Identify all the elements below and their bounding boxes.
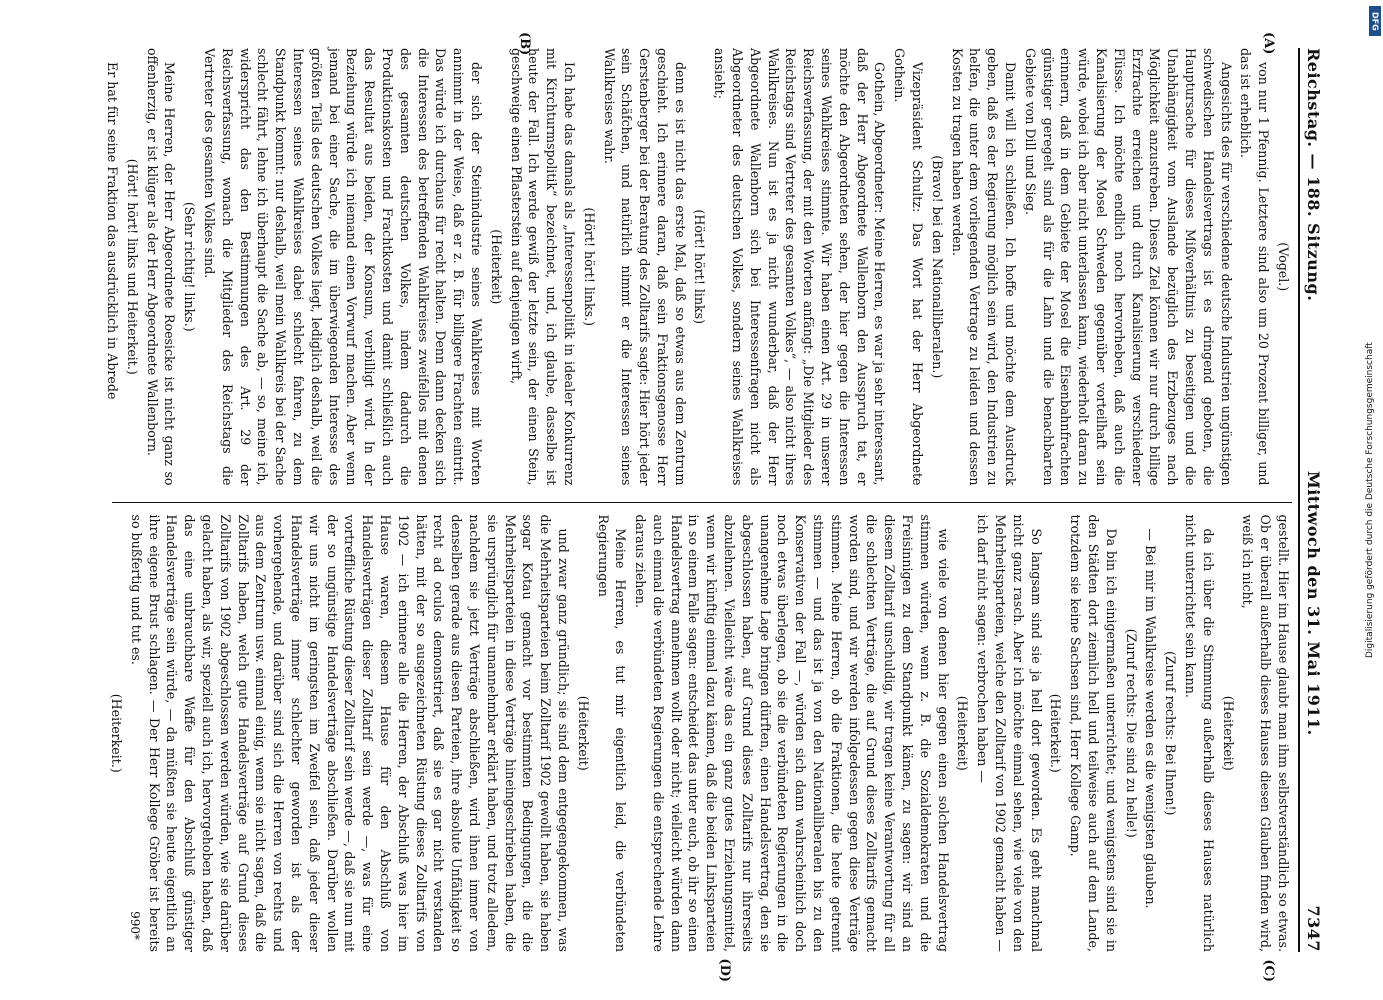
paragraph: — Bei mir im Wahlkreise werden es die wenigsten glauben. bbox=[1142, 528, 1158, 909]
paragraph: (Heiterkeit) bbox=[575, 695, 591, 771]
header-date: Mittwoch den 31. Mai 1911. bbox=[1303, 470, 1323, 736]
paragraph: gestellt. Hier im Hause glaubt man ihm selbstverständlich so etwas. Ob er überall außerhalb dieses Hauses diesen Glauben finden wird, weiß ich nicht, bbox=[1239, 514, 1291, 952]
paragraph: (Hört! hört! links und Heiterkeit.) bbox=[124, 158, 140, 375]
paragraph: Vizepräsident Schultz: Das Wort hat der Herr Abgeordnete Gothein. bbox=[891, 48, 925, 486]
right-column bbox=[108, 502, 1292, 982]
paragraph: So langsam sind sie ja hell dort geworden. Es geht manchmal nicht ganz rasch. Aber ich möchte einmal sehen, wie viele von den Mehrheitsparteien, welche den Zolltarif von 1902 gemacht haben — ich darf nicht sagen: verbrochen haben — bbox=[974, 514, 1044, 952]
paragraph: (Hört! hört! links) bbox=[692, 209, 707, 325]
page-header bbox=[1298, 48, 1323, 952]
paragraph: Gothein, Abgeordneter: Meine Herren, es war ja sehr interessant, daß der Herr Abgeordnete Wallenborn den Ausspruch tat, er möchte den Abgeordneten sehen, der hier gegen die Interessen seines Wahlkreises stimmte. Wir haben einen Art. 29 in unserer Reichsverfassung, der mit den Worten anfängt: „Die Mitglieder des Reichstags sind Vertreter des gesamten Volkes“, — also nicht ihres Wahlkreises. Nun ist es ja nicht wunderbar, daß der Herr Abgeordnete Wallenborn sich bei Interessenfragen nicht als Abgeordneter des deutschen Volkes, sondern seines Wahlkreises ansieht; bbox=[711, 48, 887, 486]
marker-b: (B) bbox=[516, 32, 532, 56]
paragraph: (Zuruf rechts: Die sind zu helle!) bbox=[1123, 628, 1139, 838]
header-left: Reichstag. — 188. Sitzung. bbox=[1303, 48, 1323, 302]
paragraph: und zwar ganz gründlich; sie sind dem entgegengekommen, was die Mehrheitsparteien beim Zolltarif 1902 gewollt haben, sie haben sogar Kotau gemacht vor bestimmten Bedingungen, die die Mehrheitsparteien in diese Verträge hineingeschrieben haben, die sie ursprünglich für unannehmbar erklärt haben, und trotz alledem, nachdem sie jetzt Verträge abschließen, wird ihnen immer von denselben gerade aus diesen Parteien, ihre absolute Unfähigkeit so recht ad oculos demonstriert, daß sie es gar nicht verstanden hätten, mit der so ausgezeichneten Rüstung dieses Zolltarifs von 1902 — ich erinnere alle die Herren, der Abschluß was hier im Hause waren, diesem Hause für den Abschluß von Handelsverträgen dieser Zolltarif sein werde —, was für eine vortreffliche Rüstung dieser Zolltarif sein werde —, daß sie nun mit der so ungünstige Handelsverträge abschließen. Darüber wollen wir uns nicht im geringsten im Zweifel sein, daß jeder dieser Handelsverträge immer schlechter geworden ist als der vorhergehende, und darüber sind sich die Herren von rechts und aus dem Zentrum usw. einmal einig, wenn sie nicht sagen, daß die Zolltarifs haben, welch gute Handelsverträge auf Grund dieses Zolltarifs von 1902 abgeschlossen werden würden, wie sie darüber gelacht haben, als wir, speziell auch ich, hervorgehoben haben, daß das eine unbrauchbare Waffe für den Abschluß günstiger Handelsverträge sein würde, — da müßten sie heute eigentlich an ihre eigene Brust schlagen. — Der Herr Kollege Gröber ist bereits so bußfertig und tut es. bbox=[128, 514, 571, 952]
paragraph: (Sehr richtig! links.) bbox=[181, 201, 197, 332]
paragraph: von nur 1 Pfennig. Letztere sind also um 20 Prozent billiger, und das ist erheblich. bbox=[1237, 48, 1271, 486]
footer-number: 990* bbox=[127, 911, 142, 940]
dfg-logo: DFG bbox=[1369, 6, 1381, 36]
marker-d: (D) bbox=[716, 958, 732, 982]
paragraph: Er hat für seine Fraktion das ausdrücklich in Abrede bbox=[104, 62, 120, 400]
paragraph: (Heiterkeit.) bbox=[1047, 693, 1063, 773]
paragraph: (Vogel.) bbox=[1275, 242, 1291, 292]
page-number: 7347 bbox=[1303, 905, 1323, 952]
paragraph: Damit will ich schließen. Ich hoffe und möchte dem Ausdruck geben, daß es der Regierung möglich sein wird, den Industrien zu helfen, die unter dem vorliegenden Vertrage zu leiden und dessen Kosten zu tragen haben werden. bbox=[949, 48, 1018, 486]
paragraph: Da bin ich einigermaßen unterrichtet; und wenigstens sind sie in den Städten dort ziemlich hell und teilweise auch auf dem Lande, trotzdem sie keine Sachsen sind, Herr Kollege Gamp. bbox=[1067, 514, 1119, 952]
paragraph: da ich über die Stimmung außerhalb dieses Hauses natürlich nicht unterrichtet sein kann. bbox=[1182, 514, 1216, 952]
paragraph: (Heiterkeit) bbox=[954, 695, 970, 771]
document-page bbox=[47, 30, 1337, 982]
paragraph: (Zuruf rechts: Bei Ihnen!) bbox=[1162, 651, 1178, 816]
paragraph: Angesichts des für verschiedene deutsche Industrien ungünstigen schwedischen Handelsvertrags ist es dringend geboten, die Hauptursache für dieses Mißverhältnis zu beseitigen und die Unabhängigkeit vom Auslande bezüglich des Erzbezuges nach Möglichkeit anzustreben. Dieses Ziel können wir nur durch billige Erzfrachte erreichen und durch Kanalisierung verschiedener Flüsse. Ich möchte endlich noch hervorheben, daß auch die Kanalisierung der Mosel Schweden gegenüber vorteilhaft sein würde, wobei ich aber nicht unterlassen kann, wiederholt daran zu erinnern, daß in dem Gebiete der Mosel die Eisenbahnfrachten günstiger geregelt sind als für die Lahn und die benachbarten Gebiete von Dill und Sieg. bbox=[1022, 48, 1234, 486]
paragraph: denn es ist nicht das erste Mal, daß so etwas aus dem Zentrum geschieht. Ich erinnere daran, daß sein Fraktionsgenosse Herr Gerstenberger bei der Beratung des Zolltarifs sagte: Hier hört jeder sein Schäfchen, und natürlich nimmt er die Interessen seines Wahlkreises wahr. bbox=[601, 48, 688, 486]
paragraph: (Bravo! bei den Nationalliberalen.) bbox=[929, 155, 945, 379]
paragraph: wie viele von denen hier gegen einen solchen Handelsvertrag stimmen würden, wenn z. B. die Sozialdemokraten und die Freisinnigen zu dem Standpunkt kämen, zu sagen: wir sind an diesem Zolltarif unschuldig, wir tragen keine Verantwortung für all die schlechten Verträge, die auf Grund dieses Zolltarifs gemacht worden sind, und wir werden infolgedessen gegen diese Verträge stimmen. Meine Herren, ob die Fraktionen, die heute getrennt stimmen — und das ist ja von den Nationalliberalen bis zu den Konservativen der Fall —, würden sich dann wahrscheinlich doch noch etwas überlegen, ob sie die verbündeten Regierungen in die unangenehme Lage bringen dürften, einen Handelsvertrag, den sie abgeschlossen haben, auf Grund dieses Zolltarifs nur ihrerseits abzulehnen. Vielleicht wäre das ein ganz gutes Erziehungsmittel, wenn wir künftig einmal dazu kämen, daß die beiden Linksparteien in so einem Falle sagen: entscheidet das unter euch, ob ihr so einen Handelsvertrag annehmen wollt oder nicht; vielleicht würden dann auch einmal die verbündeten Regierungen die entsprechende Lehre daraus ziehen. bbox=[632, 514, 951, 952]
paragraph: der sich der Steinindustrie seines Wahlkreises mit Worten annimmt in der Weise, daß er z. B. für billigere Frachten eintritt. Das würde ich durchaus für recht halten. Denn dann decken sich die Interessen des betreffenden Wahlkreises zweifellos mit denen des gesamten deutschen Volkes, indem dadurch die Produktionskosten und Frachtkosten und damit schließlich auch das Resultat aus beiden, der Konsum, verbilligt wird. In der Beziehung würde ich niemand einen Vorwurf machen. Aber wenn jemand bei einer Sache, die im überwiegenden Interesse des größten Teils des deutschen Volkes liegt, lediglich deshalb, weil die Interessen seines Wahlkreises dabei schlecht fahren, zu dem Standpunkt kommt: nur deshalb, weil mein Wahlkreis bei der Sache schlecht fährt, lehne ich überhaupt die Sache ab, — so, meine ich, widerspricht das den Bestimmungen des Art. 29 der Reichsverfassung, wonach die Mitglieder des Reichstags die Vertreter des gesamten Volkes sind. bbox=[201, 48, 484, 486]
paragraph: Meine Herren, es tut mir eigentlich leid, die verbündeten Regierungen bbox=[595, 514, 628, 952]
left-column bbox=[104, 32, 1292, 486]
paragraph: (Hört! hört! links.) bbox=[581, 207, 597, 327]
marker-c: (C) bbox=[1260, 959, 1276, 982]
paragraph: Ich habe das damals als „Interessenpolitik in idealer Konkurrenz mit Kirchturmspolitik“ bezeichnet, und, ich glaube, dasselbe ist heute der Fall. Ich werde gewiß der letzte sein, der einen Stein, geschweige einen Pflasterstein auf denjenigen wirft, bbox=[508, 48, 577, 486]
paragraph: Meine Herren, der Herr Abgeordnete Roesicke ist nicht ganz so offenherzig, er ist klüger als der Herr Abgeordnete Wallenborn. bbox=[144, 48, 177, 486]
digitization-note: Digitalisierung gefördert durch die Deutsche Forschungsgemeinschaft bbox=[1365, 342, 1375, 658]
paragraph: (Heiterkeit.) bbox=[108, 693, 124, 773]
paragraph: (Heiterkeit) bbox=[1220, 695, 1236, 771]
paragraph: (Heiterkeit) bbox=[488, 229, 504, 305]
text-columns bbox=[104, 32, 1292, 982]
marker-a: (A) bbox=[1260, 32, 1276, 55]
